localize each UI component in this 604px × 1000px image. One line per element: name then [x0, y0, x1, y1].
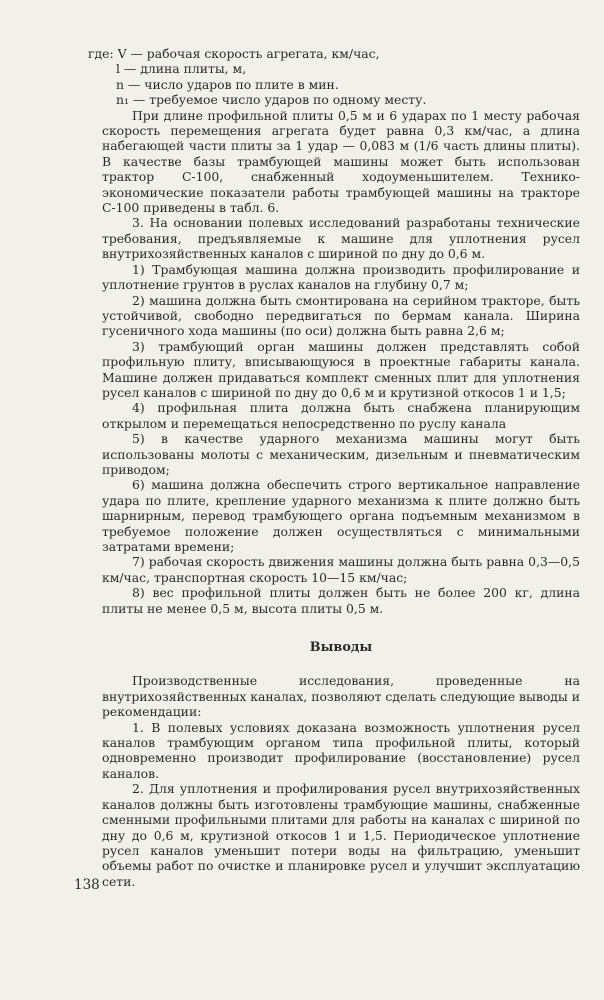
legend-line-speed: где: V — рабочая скорость агрегата, км/час, [88, 46, 380, 61]
legend-line-required-blows: n₁ — требуемое число ударов по одному месту. [116, 92, 427, 108]
legend-line-length: l — длина плиты, м, [116, 61, 247, 77]
section-heading: Выводы [309, 640, 373, 656]
conclusion-2: 2. Для уплотнения и профилирования русел внутрихозяйственных каналов должны быть изготовлены трамбующие машины, снабженные сменными профильными плитами для работы на каналах с шириной по дну до 0,6 м, крутизной откосов 1 и 1,5. Периодическое уплотнение русел каналов уменьшит потери воды на фильтрацию, уменьшит объемы работ по очистке и планировке русел и улучшит эксплуатацию сети. [102, 781, 580, 889]
conclusion-1: 1. В полевых условиях доказана возможность уплотнения русел каналов трамбующим органом типа профильной плиты, который одновременно производит профилирование (восстановление) русел каналов. [102, 719, 580, 781]
paragraph-plate-speed: При длине профильной плиты 0,5 м и 6 ударах по 1 месту рабочая скорость перемещения агрегата будет равна 0,3 км/час, а длина набегающей части плиты за 1 удар — 0,083 м (1/6 часть длины плиты). В качестве базы трамбующей машины может быть использован трактор С-100, снабженный ходоуменьшителем. Технико-экономические показатели работы трамбующей машины на тракторе С-100 приведены в табл. 6. [102, 107, 580, 216]
formula-legend [88, 46, 580, 108]
requirement-1: 1) Трамбующая машина должна производить профилирование и уплотнение грунтов в руслах каналов на глубину 0,7 м; [102, 261, 580, 293]
paragraph-requirements: 3. На основании полевых исследований разработаны технические требования, предъявляемые к машине для уплотнения русел внутрихозяйственных каналов с шириной по дну до 0,6 м. [102, 215, 580, 262]
page-number: 138 [74, 877, 100, 893]
requirement-8: 8) вес профильной плиты должен быть не более 200 кг, длина плиты не менее 0,5 м, высота плиты 0,5 м. [102, 585, 580, 616]
body-text [88, 46, 580, 889]
requirement-5: 5) в качестве ударного механизма машины могут быть использованы молоты с механическим, дизельным и пневматическим приводом; [102, 431, 580, 477]
requirement-2: 2) машина должна быть смонтирована на серийном тракторе, быть устойчивой, свободно передвигаться по бермам канала. Ширина гусеничного хода машины (по оси) должна быть равна 2,6 м; [102, 292, 580, 339]
requirement-7: 7) рабочая скорость движения машины должна быть равна 0,3—0,5 км/час, транспортная скорость 10—15 км/час; [102, 554, 580, 585]
legend-line-blows: n — число ударов по плите в мин. [116, 76, 339, 92]
conclusions-intro: Производственные исследования, проведенные на внутрихозяйственных каналах, позволяют сделать следующие выводы и рекомендации: [102, 673, 580, 720]
requirement-3: 3) трамбующий орган машины должен представлять собой профильную плиту, вписывающуюся в проектные габариты канала. Машине должен придаваться комплект сменных плит для уплотнения русел каналов с шириной по дну до 0,6 м и крутизной откосов 1 и 1,5; [102, 338, 580, 400]
requirement-6: 6) машина должна обеспечить строго вертикальное направление удара по плите, крепление ударного механизма к плите должно быть шарнирным, перевод трамбующего органа подъемным механизмом в требуемое положение должен осуществляться с минимальными затратами времени; [102, 477, 580, 554]
requirement-4: 4) профильная плита должна быть снабжена планирующим открылом и перемещаться непосредственно по руслу канала [102, 400, 580, 431]
